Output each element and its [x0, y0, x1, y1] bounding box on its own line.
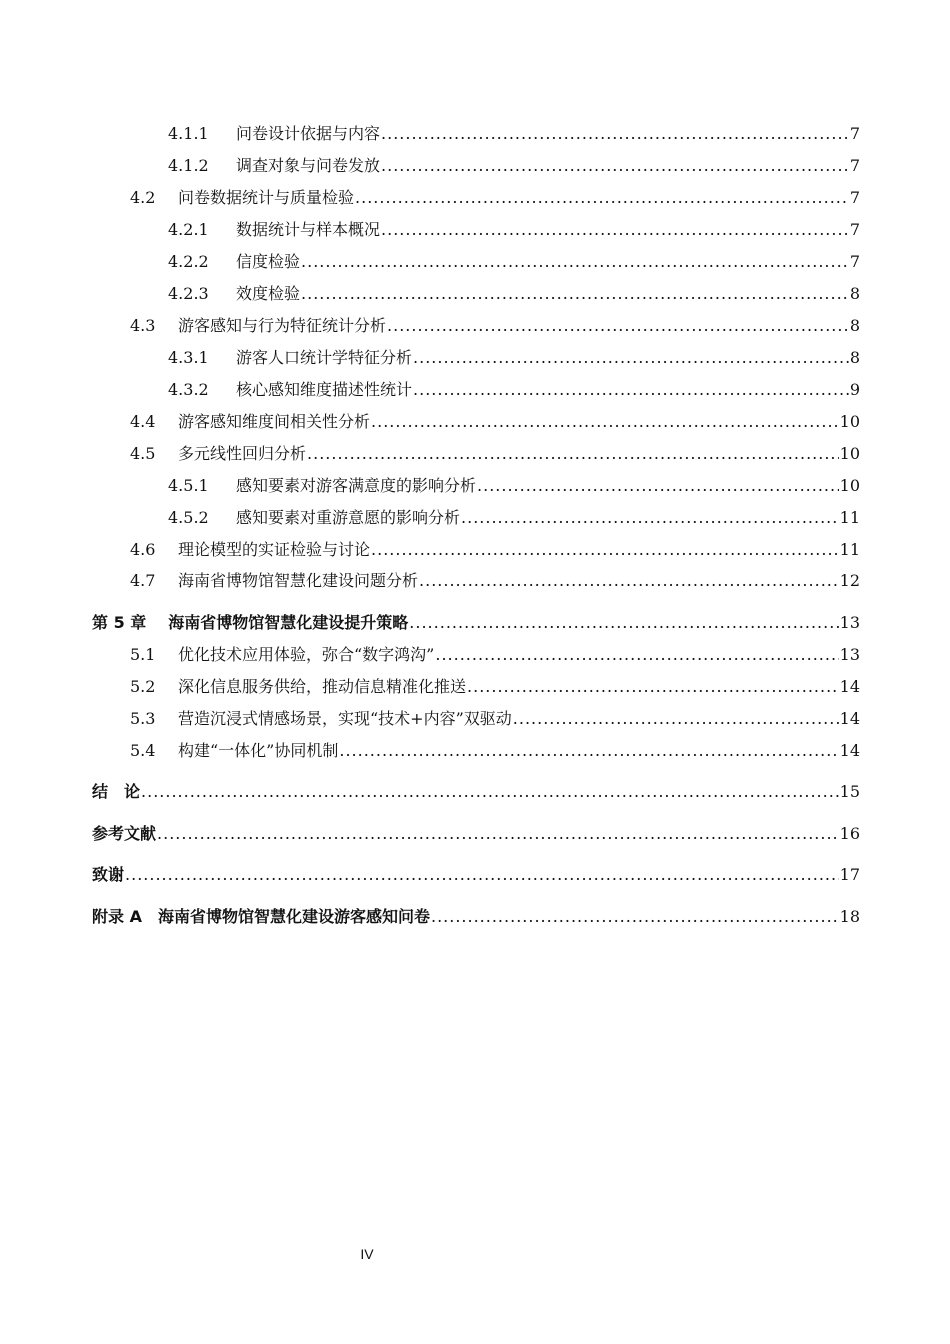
toc-entry-references[interactable]	[92, 821, 860, 845]
toc-entry-4-2-2[interactable]	[168, 249, 860, 273]
toc-entry-title: 问卷设计依据与内容	[236, 124, 381, 143]
toc-entry-number: 4.2.1	[168, 220, 209, 239]
toc-entry-page: 8	[849, 284, 860, 303]
toc-entry-page: 14	[839, 709, 860, 728]
toc-entry-5-1[interactable]	[130, 642, 860, 666]
toc-entry-4-7[interactable]	[130, 568, 860, 592]
dot-leader	[381, 124, 849, 143]
toc-entry-4-5[interactable]	[130, 441, 860, 465]
toc-entry-4-5-1[interactable]	[168, 473, 860, 497]
toc-entry-number: 4.4	[130, 412, 156, 431]
toc-entry-4-3-2[interactable]	[168, 377, 860, 401]
toc-entry-title: 核心感知维度描述性统计	[236, 380, 413, 399]
toc-entry-number: 4.1.2	[168, 156, 209, 175]
toc-entry-title: 营造沉浸式情感场景，实现“技术+内容”双驱动	[178, 709, 512, 728]
toc-entry-page: 12	[839, 571, 860, 590]
toc-entry-number: 4.3.2	[168, 380, 209, 399]
toc-entry-number: 5.4	[130, 741, 156, 760]
dot-leader	[413, 348, 849, 367]
toc-entry-4-2[interactable]	[130, 185, 860, 209]
toc-entry-number: 4.5.1	[168, 476, 209, 495]
toc-entry-4-6[interactable]	[130, 537, 860, 561]
toc-entry-number: 4.5	[130, 444, 156, 463]
dot-leader	[461, 508, 839, 527]
toc-entry-page: 7	[849, 156, 860, 175]
dot-leader	[371, 412, 839, 431]
toc-entry-page: 14	[839, 677, 860, 696]
toc-entry-title: 参考文献	[92, 824, 157, 843]
toc-entry-title: 游客人口统计学特征分析	[236, 348, 413, 367]
dot-leader	[141, 782, 839, 801]
dot-leader	[307, 444, 839, 463]
dot-leader	[431, 907, 839, 926]
toc-entry-title: 海南省博物馆智慧化建设游客感知问卷	[157, 907, 430, 926]
toc-entry-page: 11	[839, 540, 860, 559]
toc-entry-number: 4.1.1	[168, 124, 209, 143]
toc-entry-page: 10	[839, 444, 860, 463]
dot-leader	[125, 865, 839, 884]
toc-entry-5-2[interactable]	[130, 674, 860, 698]
dot-leader	[301, 252, 849, 271]
dot-leader	[355, 188, 849, 207]
toc-entry-page: 13	[839, 645, 860, 664]
page-number: IV	[360, 1246, 374, 1262]
toc-entry-number: 4.2.2	[168, 252, 209, 271]
toc-entry-conclusion[interactable]	[92, 779, 860, 803]
toc-entry-5-4[interactable]	[130, 738, 860, 762]
toc-entry-page: 18	[839, 907, 860, 926]
toc-entry-page: 7	[849, 188, 860, 207]
toc-entry-title: 海南省博物馆智慧化建设提升策略	[168, 613, 409, 632]
dot-leader	[381, 220, 849, 239]
toc-entry-page: 10	[839, 476, 860, 495]
toc-entry-number: 4.7	[130, 571, 156, 590]
toc-entry-number: 第 5 章	[92, 613, 147, 632]
dot-leader	[477, 476, 839, 495]
toc-entry-number: 5.1	[130, 645, 156, 664]
toc-entry-title: 游客感知与行为特征统计分析	[178, 316, 387, 335]
toc-entry-title: 游客感知维度间相关性分析	[178, 412, 371, 431]
toc-entry-4-2-1[interactable]	[168, 217, 860, 241]
toc-entry-number: 4.5.2	[168, 508, 209, 527]
toc-entry-title: 多元线性回归分析	[178, 444, 307, 463]
dot-leader	[413, 380, 849, 399]
dot-leader	[435, 645, 838, 664]
dot-leader	[339, 741, 838, 760]
toc-entry-5-3[interactable]	[130, 706, 860, 730]
toc-entry-page: 13	[839, 613, 860, 632]
dot-leader	[409, 613, 838, 632]
toc-entry-title: 调查对象与问卷发放	[236, 156, 381, 175]
toc-entry-4-5-2[interactable]	[168, 505, 860, 529]
toc-entry-page: 10	[839, 412, 860, 431]
toc-entry-title: 效度检验	[236, 284, 301, 303]
toc-entry-4-3-1[interactable]	[168, 345, 860, 369]
dot-leader	[467, 677, 839, 696]
toc-entry-title: 海南省博物馆智慧化建设问题分析	[178, 571, 419, 590]
toc-entry-4-4[interactable]	[130, 409, 860, 433]
dot-leader	[387, 316, 849, 335]
toc-entry-title: 构建“一体化”协同机制	[178, 741, 339, 760]
dot-leader	[419, 571, 839, 590]
dot-leader	[157, 824, 839, 843]
toc-entry-number: 4.6	[130, 540, 156, 559]
toc-entry-page: 8	[849, 348, 860, 367]
toc-entry-page: 9	[849, 380, 860, 399]
toc-entry-number: 4.2	[130, 188, 156, 207]
toc-entry-title: 结 论	[92, 782, 141, 801]
toc-entry-number: 附录 A	[92, 907, 142, 926]
dot-leader	[513, 709, 839, 728]
toc-entry-page: 17	[839, 865, 860, 884]
toc-entry-appendix-a[interactable]	[92, 904, 860, 928]
toc-entry-title: 致谢	[92, 865, 125, 884]
toc-entry-page: 7	[849, 252, 860, 271]
toc-entry-number: 4.3.1	[168, 348, 209, 367]
dot-leader	[371, 540, 839, 559]
toc-entry-4-2-3[interactable]	[168, 281, 860, 305]
toc-entry-page: 14	[839, 741, 860, 760]
toc-entry-4-1-2[interactable]	[168, 153, 860, 177]
toc-entry-title: 数据统计与样本概况	[236, 220, 381, 239]
toc-entry-4-3[interactable]	[130, 313, 860, 337]
toc-entry-number: 4.2.3	[168, 284, 209, 303]
toc-entry-number: 5.2	[130, 677, 156, 696]
toc-entry-number: 4.3	[130, 316, 156, 335]
toc-entry-page: 7	[849, 220, 860, 239]
toc-entry-acknowledgements[interactable]	[92, 862, 860, 886]
toc-entry-4-1-1[interactable]	[168, 121, 860, 145]
toc-entry-title: 感知要素对游客满意度的影响分析	[236, 476, 477, 495]
toc-entry-page: 15	[839, 782, 860, 801]
toc-entry-title: 优化技术应用体验，弥合“数字鸿沟”	[178, 645, 435, 664]
toc-entry-page: 7	[849, 124, 860, 143]
toc-entry-number: 5.3	[130, 709, 156, 728]
toc-entry-chapter-5[interactable]	[92, 610, 860, 634]
toc-entry-page: 8	[849, 316, 860, 335]
toc-entry-title: 信度检验	[236, 252, 301, 271]
toc-entry-title: 理论模型的实证检验与讨论	[178, 540, 371, 559]
toc-entry-page: 16	[839, 824, 860, 843]
dot-leader	[381, 156, 849, 175]
dot-leader	[301, 284, 849, 303]
toc-entry-title: 深化信息服务供给，推动信息精准化推送	[178, 677, 467, 696]
toc-entry-page: 11	[839, 508, 860, 527]
toc-entry-title: 感知要素对重游意愿的影响分析	[236, 508, 461, 527]
toc-entry-title: 问卷数据统计与质量检验	[178, 188, 355, 207]
